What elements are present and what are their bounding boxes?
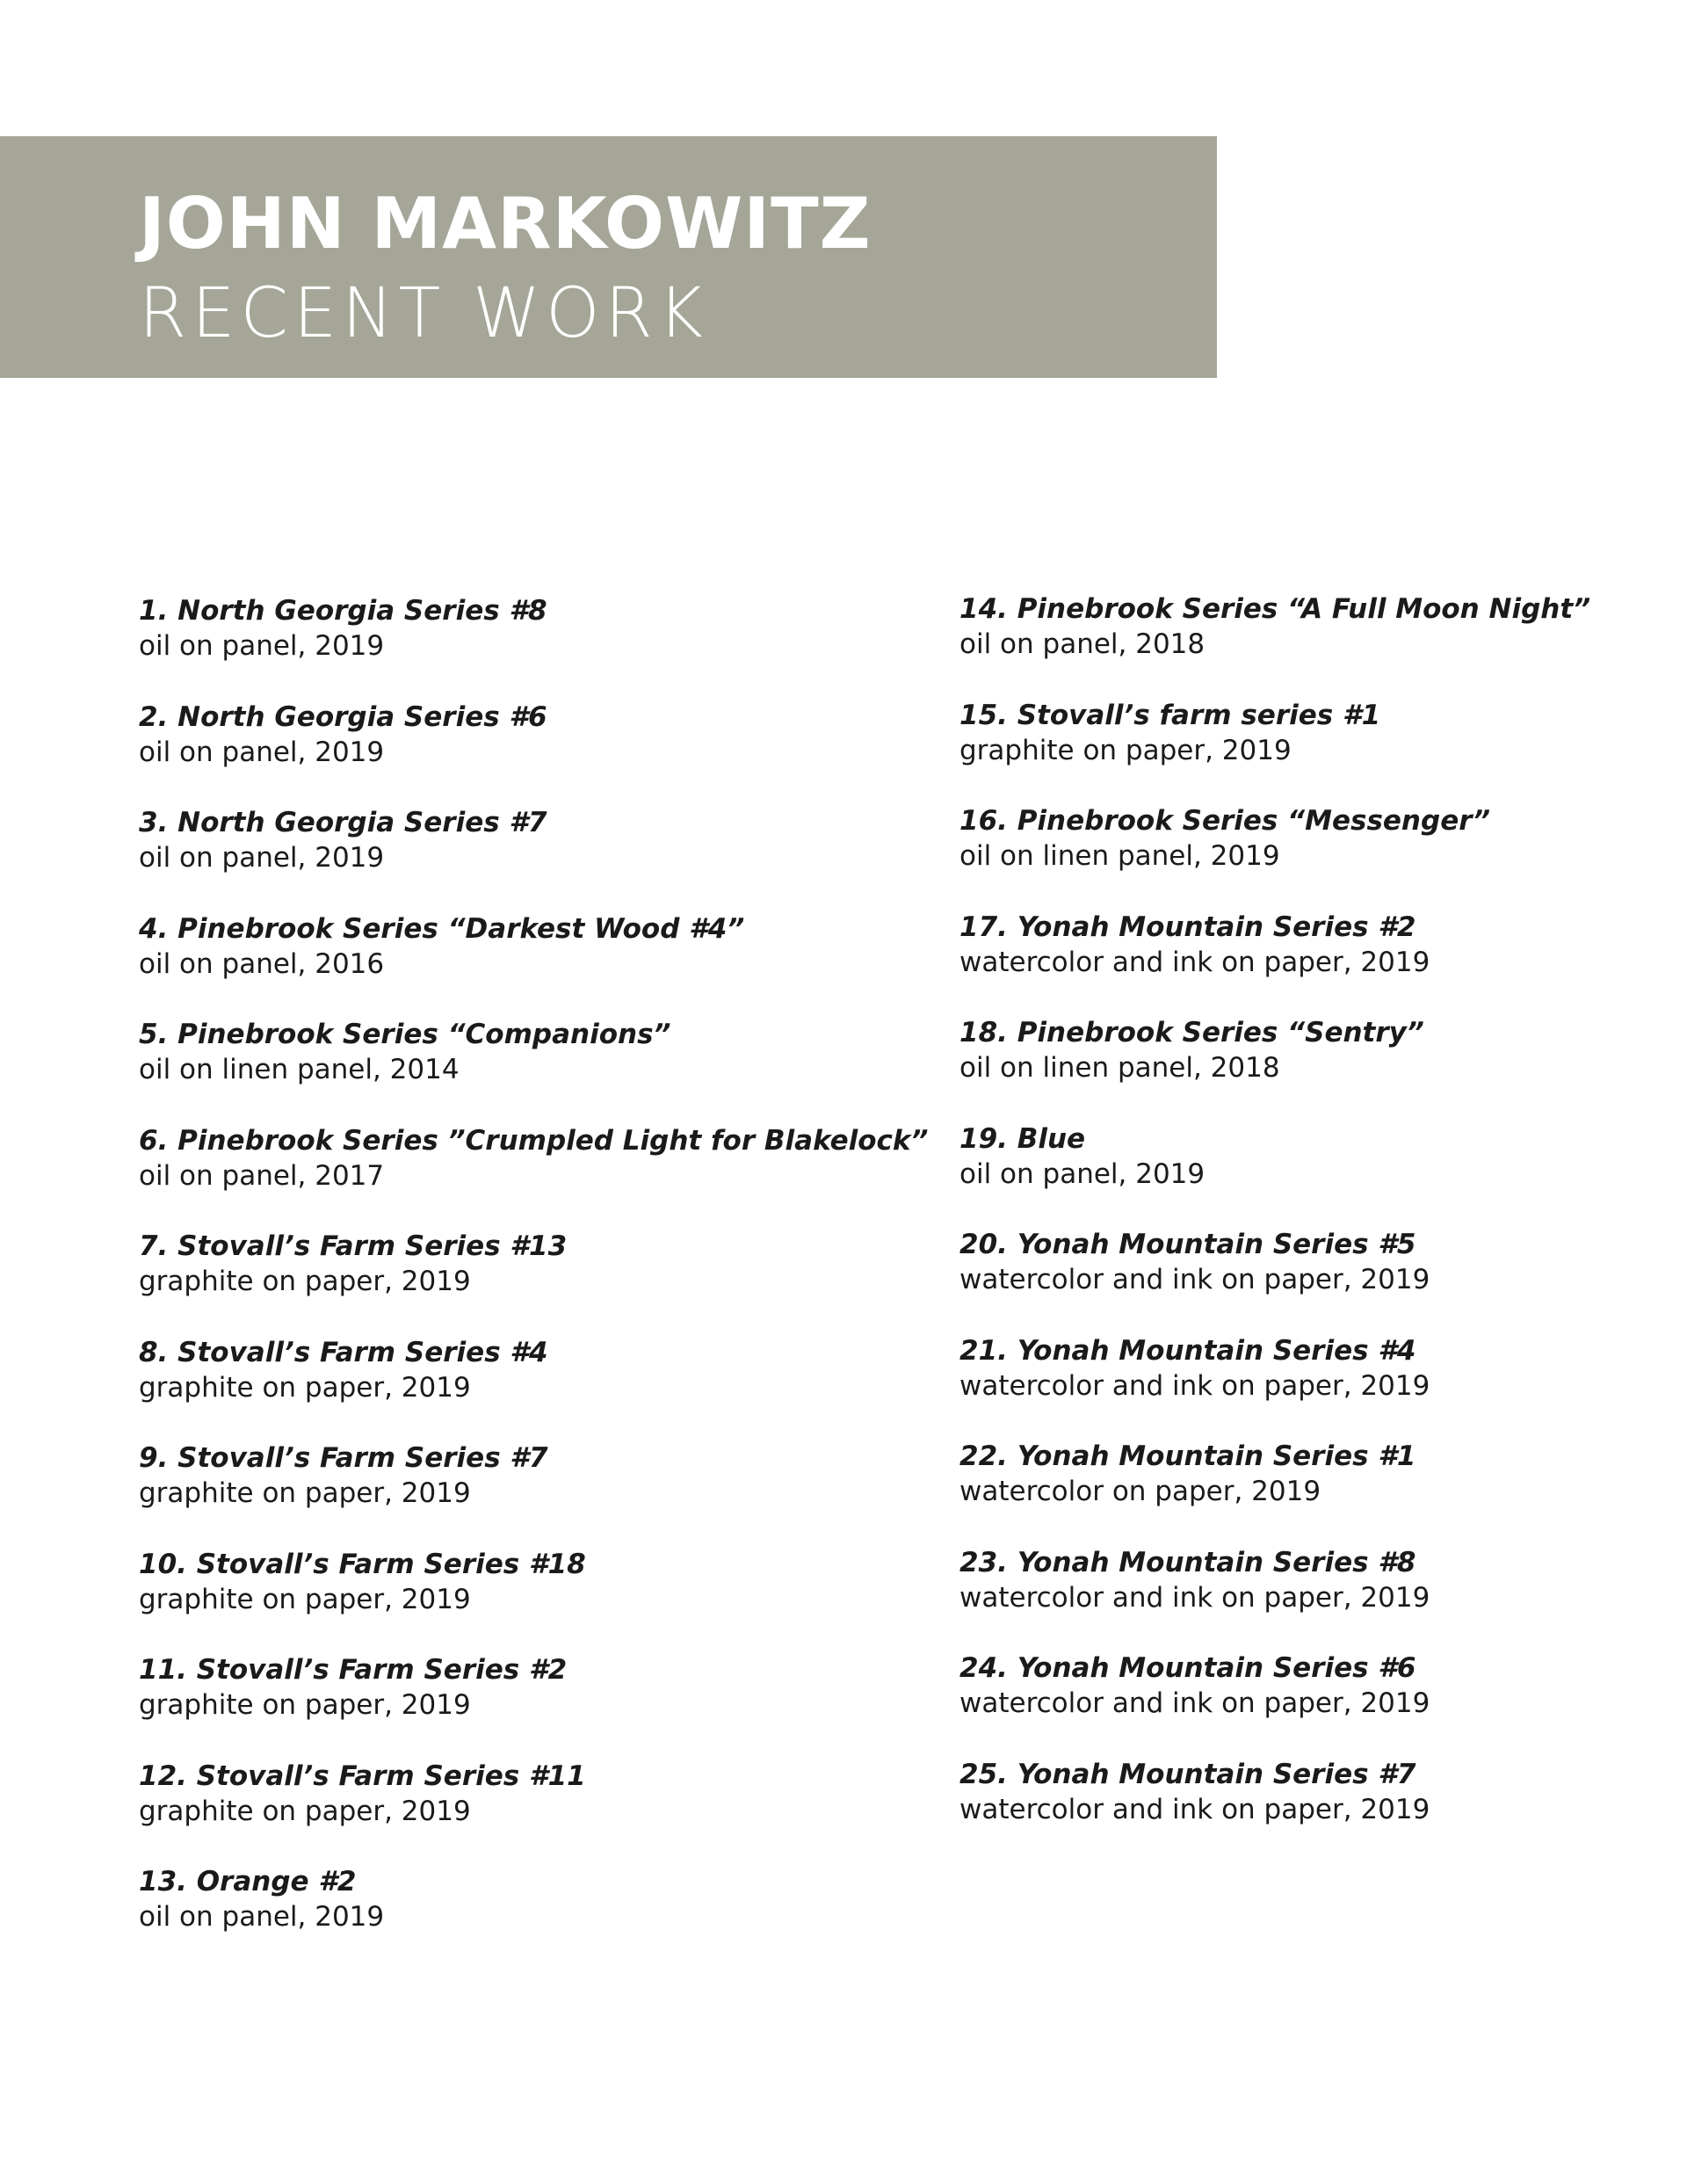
work-medium: graphite on paper, 2019	[139, 1583, 471, 1615]
work-item	[959, 1545, 1590, 1651]
work-item	[959, 1439, 1590, 1545]
work-title: 6. Pinebrook Series ”Crumpled Light for Blakelock”	[139, 1124, 929, 1157]
work-medium: watercolor on paper, 2019	[959, 1476, 1321, 1507]
work-item	[139, 1759, 929, 1865]
work-item	[139, 1335, 929, 1441]
work-title: 15. Stovall’s farm series #1	[959, 699, 1381, 731]
work-medium: oil on panel, 2019	[959, 1157, 1206, 1190]
work-medium: watercolor and ink on paper, 2019	[959, 1264, 1430, 1295]
work-medium: oil on panel, 2018	[959, 628, 1206, 660]
work-medium: watercolor and ink on paper, 2019	[959, 946, 1430, 978]
work-medium: oil on panel, 2019	[139, 736, 385, 768]
work-title: 17. Yonah Mountain Series #2	[959, 911, 1416, 943]
work-item	[139, 700, 929, 806]
work-title: 18. Pinebrook Series “Sentry”	[959, 1017, 1424, 1048]
work-item	[139, 1864, 929, 1970]
work-item	[959, 591, 1590, 698]
work-medium: oil on panel, 2016	[139, 947, 385, 980]
work-item	[139, 1547, 929, 1653]
work-title: 11. Stovall’s Farm Series #2	[139, 1654, 568, 1686]
work-medium: graphite on paper, 2019	[139, 1795, 471, 1827]
work-item	[139, 1123, 929, 1230]
work-title: 20. Yonah Mountain Series #5	[959, 1229, 1416, 1260]
work-title: 2. North Georgia Series #6	[139, 700, 547, 733]
work-title: 21. Yonah Mountain Series #4	[959, 1334, 1416, 1367]
works-list-right	[959, 591, 1590, 1862]
work-item	[959, 1227, 1590, 1333]
work-item	[959, 1121, 1590, 1228]
work-title: 1. North Georgia Series #8	[139, 595, 547, 627]
work-item	[959, 1757, 1590, 1863]
work-title: 25. Yonah Mountain Series #7	[959, 1758, 1416, 1790]
work-item	[959, 698, 1590, 804]
work-medium: graphite on paper, 2019	[139, 1689, 471, 1721]
work-item	[959, 803, 1590, 910]
work-title: 14. Pinebrook Series “A Full Moon Night”	[959, 593, 1591, 625]
work-item	[959, 1651, 1590, 1757]
work-title: 8. Stovall’s Farm Series #4	[139, 1336, 548, 1368]
work-title: 4. Pinebrook Series “Darkest Wood #4”	[139, 912, 745, 945]
work-medium: watercolor and ink on paper, 2019	[959, 1793, 1430, 1825]
artist-name: JOHN MARKOWITZ	[139, 183, 872, 265]
work-title: 7. Stovall’s Farm Series #13	[139, 1230, 568, 1262]
work-medium: oil on panel, 2017	[139, 1159, 385, 1192]
works-list-left	[139, 593, 929, 1970]
work-medium: oil on panel, 2019	[139, 630, 385, 662]
work-item	[139, 593, 929, 700]
work-title: 24. Yonah Mountain Series #6	[959, 1652, 1416, 1684]
page-subtitle: RECENT WORK	[139, 274, 708, 353]
work-title: 19. Blue	[959, 1122, 1086, 1155]
work-medium: watercolor and ink on paper, 2019	[959, 1687, 1430, 1719]
work-medium: oil on linen panel, 2018	[959, 1052, 1280, 1084]
work-title: 23. Yonah Mountain Series #8	[959, 1546, 1416, 1578]
work-medium: oil on panel, 2019	[139, 842, 385, 874]
work-item	[959, 1015, 1590, 1121]
work-medium: oil on linen panel, 2019	[959, 840, 1280, 872]
work-title: 5. Pinebrook Series “Companions”	[139, 1019, 671, 1050]
work-title: 10. Stovall’s Farm Series #18	[139, 1548, 586, 1580]
work-medium: watercolor and ink on paper, 2019	[959, 1581, 1430, 1614]
work-item	[139, 805, 929, 911]
work-item	[139, 1229, 929, 1335]
work-medium: graphite on paper, 2019	[139, 1266, 471, 1297]
work-item	[139, 1440, 929, 1547]
work-item	[139, 1652, 929, 1759]
work-medium: graphite on paper, 2019	[139, 1371, 471, 1404]
work-title: 12. Stovall’s Farm Series #11	[139, 1760, 586, 1792]
work-item	[139, 1017, 929, 1123]
work-item	[139, 911, 929, 1018]
work-medium: oil on linen panel, 2014	[139, 1054, 460, 1085]
work-medium: graphite on paper, 2019	[959, 734, 1292, 766]
work-title: 9. Stovall’s Farm Series #7	[139, 1442, 548, 1474]
work-medium: oil on panel, 2019	[139, 1901, 385, 1933]
work-title: 13. Orange #2	[139, 1866, 357, 1897]
work-item	[959, 1333, 1590, 1440]
work-title: 22. Yonah Mountain Series #1	[959, 1440, 1416, 1472]
work-title: 16. Pinebrook Series “Messenger”	[959, 805, 1491, 837]
work-medium: watercolor and ink on paper, 2019	[959, 1369, 1430, 1402]
work-item	[959, 910, 1590, 1016]
work-title: 3. North Georgia Series #7	[139, 807, 547, 838]
work-medium: graphite on paper, 2019	[139, 1477, 471, 1509]
